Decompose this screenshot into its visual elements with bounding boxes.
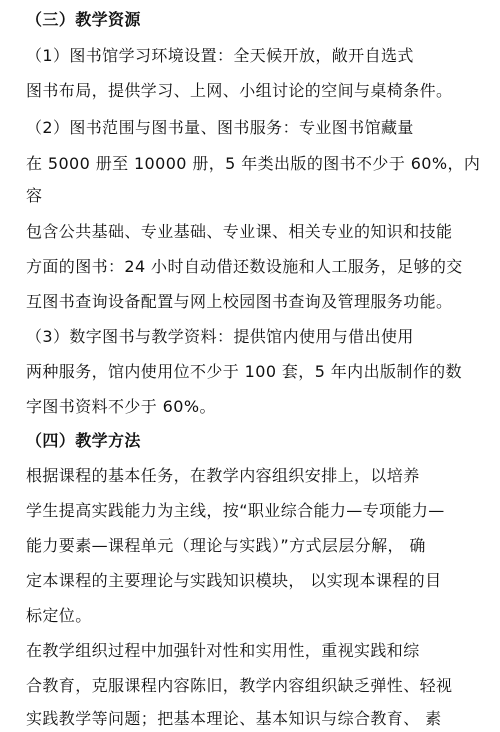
- paragraph-line: 根据课程的基本任务，在教学内容组织安排上，以培养: [26, 466, 420, 485]
- paragraph-line: 方面的图书：24 小时自动借还数设施和人工服务，足够的交: [26, 257, 463, 276]
- section-heading-teaching-resources: （三）教学资源: [26, 10, 141, 29]
- section-heading-teaching-methods: （四）教学方法: [26, 431, 141, 450]
- paragraph-line: 容: [26, 186, 43, 205]
- paragraph-line: （1）图书馆学习环境设置：全天候开放，敞开自选式: [26, 46, 414, 65]
- paragraph-line: 包含公共基础、专业基础、专业课、相关专业的知识和技能: [26, 222, 453, 241]
- paragraph-line: 两种服务，馆内使用位不少于 100 套，5 年内出版制作的数: [26, 362, 462, 381]
- paragraph-line: 合教育，克服课程内容陈旧，教学内容组织缺乏弹性、轻视: [26, 676, 453, 695]
- paragraph-line: （2）图书范围与图书量、图书服务：专业图书馆藏量: [26, 118, 414, 137]
- paragraph-line: 实践教学等问题；把基本理论、基本知识与综合教育、 素: [26, 709, 442, 728]
- paragraph-line: 在教学组织过程中加强针对性和实用性，重视实践和综: [26, 641, 420, 660]
- paragraph-line: 字图书资料不少于 60%。: [26, 397, 216, 416]
- paragraph-line: 学生提高实践能力为主线，按“职业综合能力—专项能力—: [26, 501, 445, 520]
- paragraph-line: 能力要素—课程单元（理论与实践）”方式层层分解， 确: [26, 536, 426, 555]
- paragraph-line: 定本课程的主要理论与实践知识模块， 以实现本课程的目: [26, 571, 442, 590]
- paragraph-line: （3）数字图书与教学资料：提供馆内使用与借出使用: [26, 327, 414, 346]
- paragraph-line: 互图书查询设备配置与网上校园图书查询及管理服务功能。: [26, 292, 453, 311]
- paragraph-line: 标定位。: [26, 606, 92, 625]
- paragraph-line: 在 5000 册至 10000 册，5 年类出版的图书不少于 60%，内: [26, 154, 481, 173]
- paragraph-line: 图书布局，提供学习、上网、小组讨论的空间与桌椅条件。: [26, 81, 453, 100]
